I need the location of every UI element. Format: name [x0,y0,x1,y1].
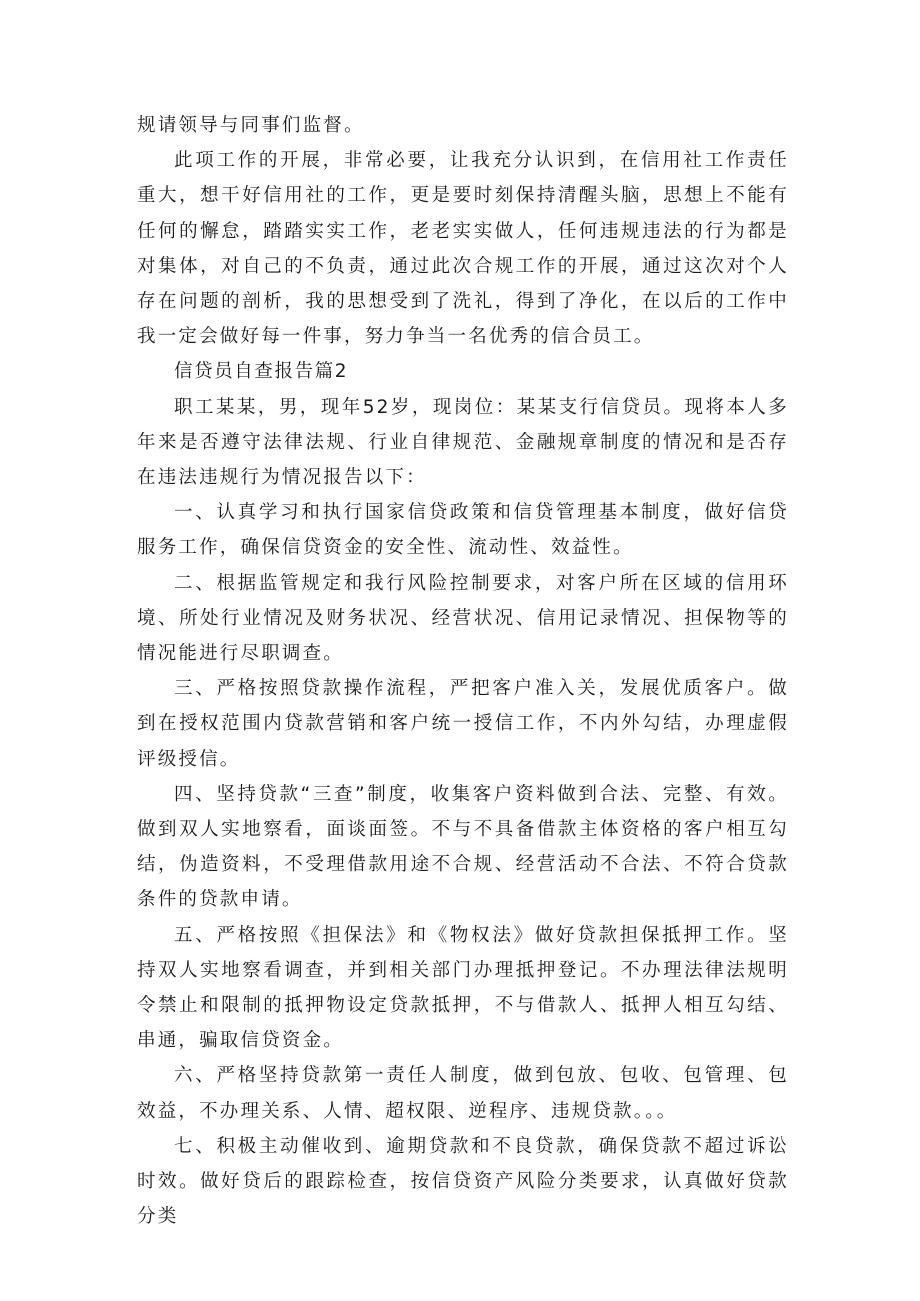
paragraph-1: 此项工作的开展，非常必要，让我充分认识到，在信用社工作责任重大，想干好信用社的工作，更是要时刻保持清醒头脑，思想上不能有任何的懈怠，踏踏实实工作，老老实实做人，任何违规违法的行为都是对集体，对自己的不负责，通过此次合规工作的开展，通过这次对个人存在问题的剖析，我的思想受到了洗礼，得到了净化，在以后的工作中我一定会做好每一件事，努力争当一名优秀的信合员工。 [137,150,789,348]
paragraph-3: 职工某某，男，现年52岁，现岗位：某某支行信贷员。现将本人多年来是否遵守法律法规、行业自律规范、金融规章制度的情况和是否存在违法违规行为情况报告以下： [137,396,789,489]
paragraph-5: 二、根据监管规定和我行风险控制要求，对客户所在区域的信用环境、所处行业情况及财务状况、经营状况、信用记录情况、担保物等的情况能进行尽职调查。 [137,572,789,665]
section-heading: 信贷员自查报告篇2 [174,361,349,383]
paragraph-10: 七、积极主动催收到、逾期贷款和不良贷款，确保贷款不超过诉讼时效。做好贷后的跟踪检查，按信贷资产风险分类要求，认真做好贷款分类 [137,1135,789,1228]
paragraph-6: 三、严格按照贷款操作流程，严把客户准入关，发展优质客户。做到在授权范围内贷款营销和客户统一授信工作，不内外勾结，办理虚假评级授信。 [137,678,789,770]
paragraph-0: 规请领导与同事们监督。 [137,115,365,136]
paragraph-4: 一、认真学习和执行国家信贷政策和信贷管理基本制度，做好信贷服务工作，确保信贷资金的安全性、流动性、效益性。 [137,502,789,559]
paragraph-7: 四、坚持贷款“三查”制度，收集客户资料做到合法、完整、有效。做到双人实地察看，面谈面签。不与不具备借款主体资格的客户相互勾结，伪造资料，不受理借款用途不合规、经营活动不合法、不符合贷款条件的贷款申请。 [137,783,789,911]
paragraph-9: 六、严格坚持贷款第一责任人制度，做到包放、包收、包管理、包效益，不办理关系、人情、超权限、逆程序、违规贷款。。。 [137,1065,789,1122]
paragraph-8: 五、严格按照《担保法》和《物权法》做好贷款担保抵押工作。坚持双人实地察看调查，并到相关部门办理抵押登记。不办理法律法规明令禁止和限制的抵押物设定贷款抵押，不与借款人、抵押人相互勾结、串通，骗取信贷资金。 [137,924,789,1052]
document-body [137,108,789,1235]
